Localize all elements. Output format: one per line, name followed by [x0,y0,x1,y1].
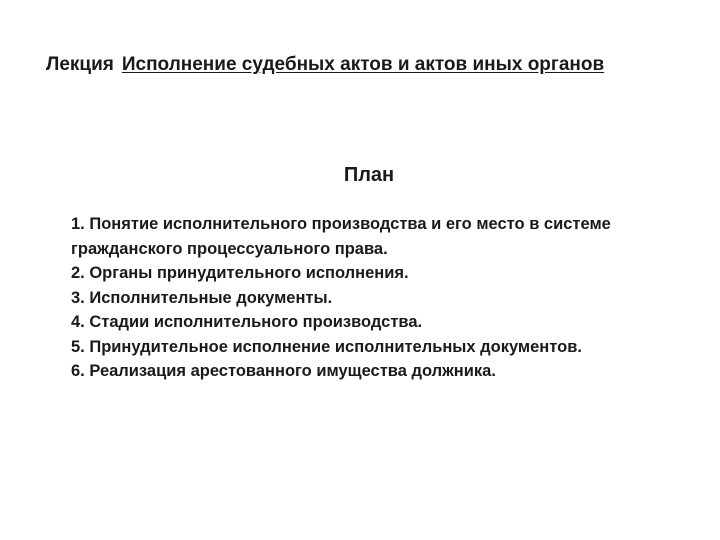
plan-item-1: 1. Понятие исполнительного производства и его место в системе гражданского процессуального права. [71,215,611,258]
plan-item-2: 2. Органы принудительного исполнения. [71,264,409,282]
plan-item-6: 6. Реализация арестованного имущества должника. [71,362,496,380]
plan-list [71,212,651,384]
lecture-topic: Исполнение судебных актов и актов иных органов [121,54,605,75]
lecture-title [46,51,646,78]
plan-item-5: 5. Принудительное исполнение исполнительных документов. [71,337,582,356]
plan-heading: План [343,164,395,186]
plan-item-4: 4. Стадии исполнительного производства. [71,313,423,331]
plan-item-3: 3. Исполнительные документы. [71,288,333,307]
lecture-label: Лекция [46,54,114,75]
